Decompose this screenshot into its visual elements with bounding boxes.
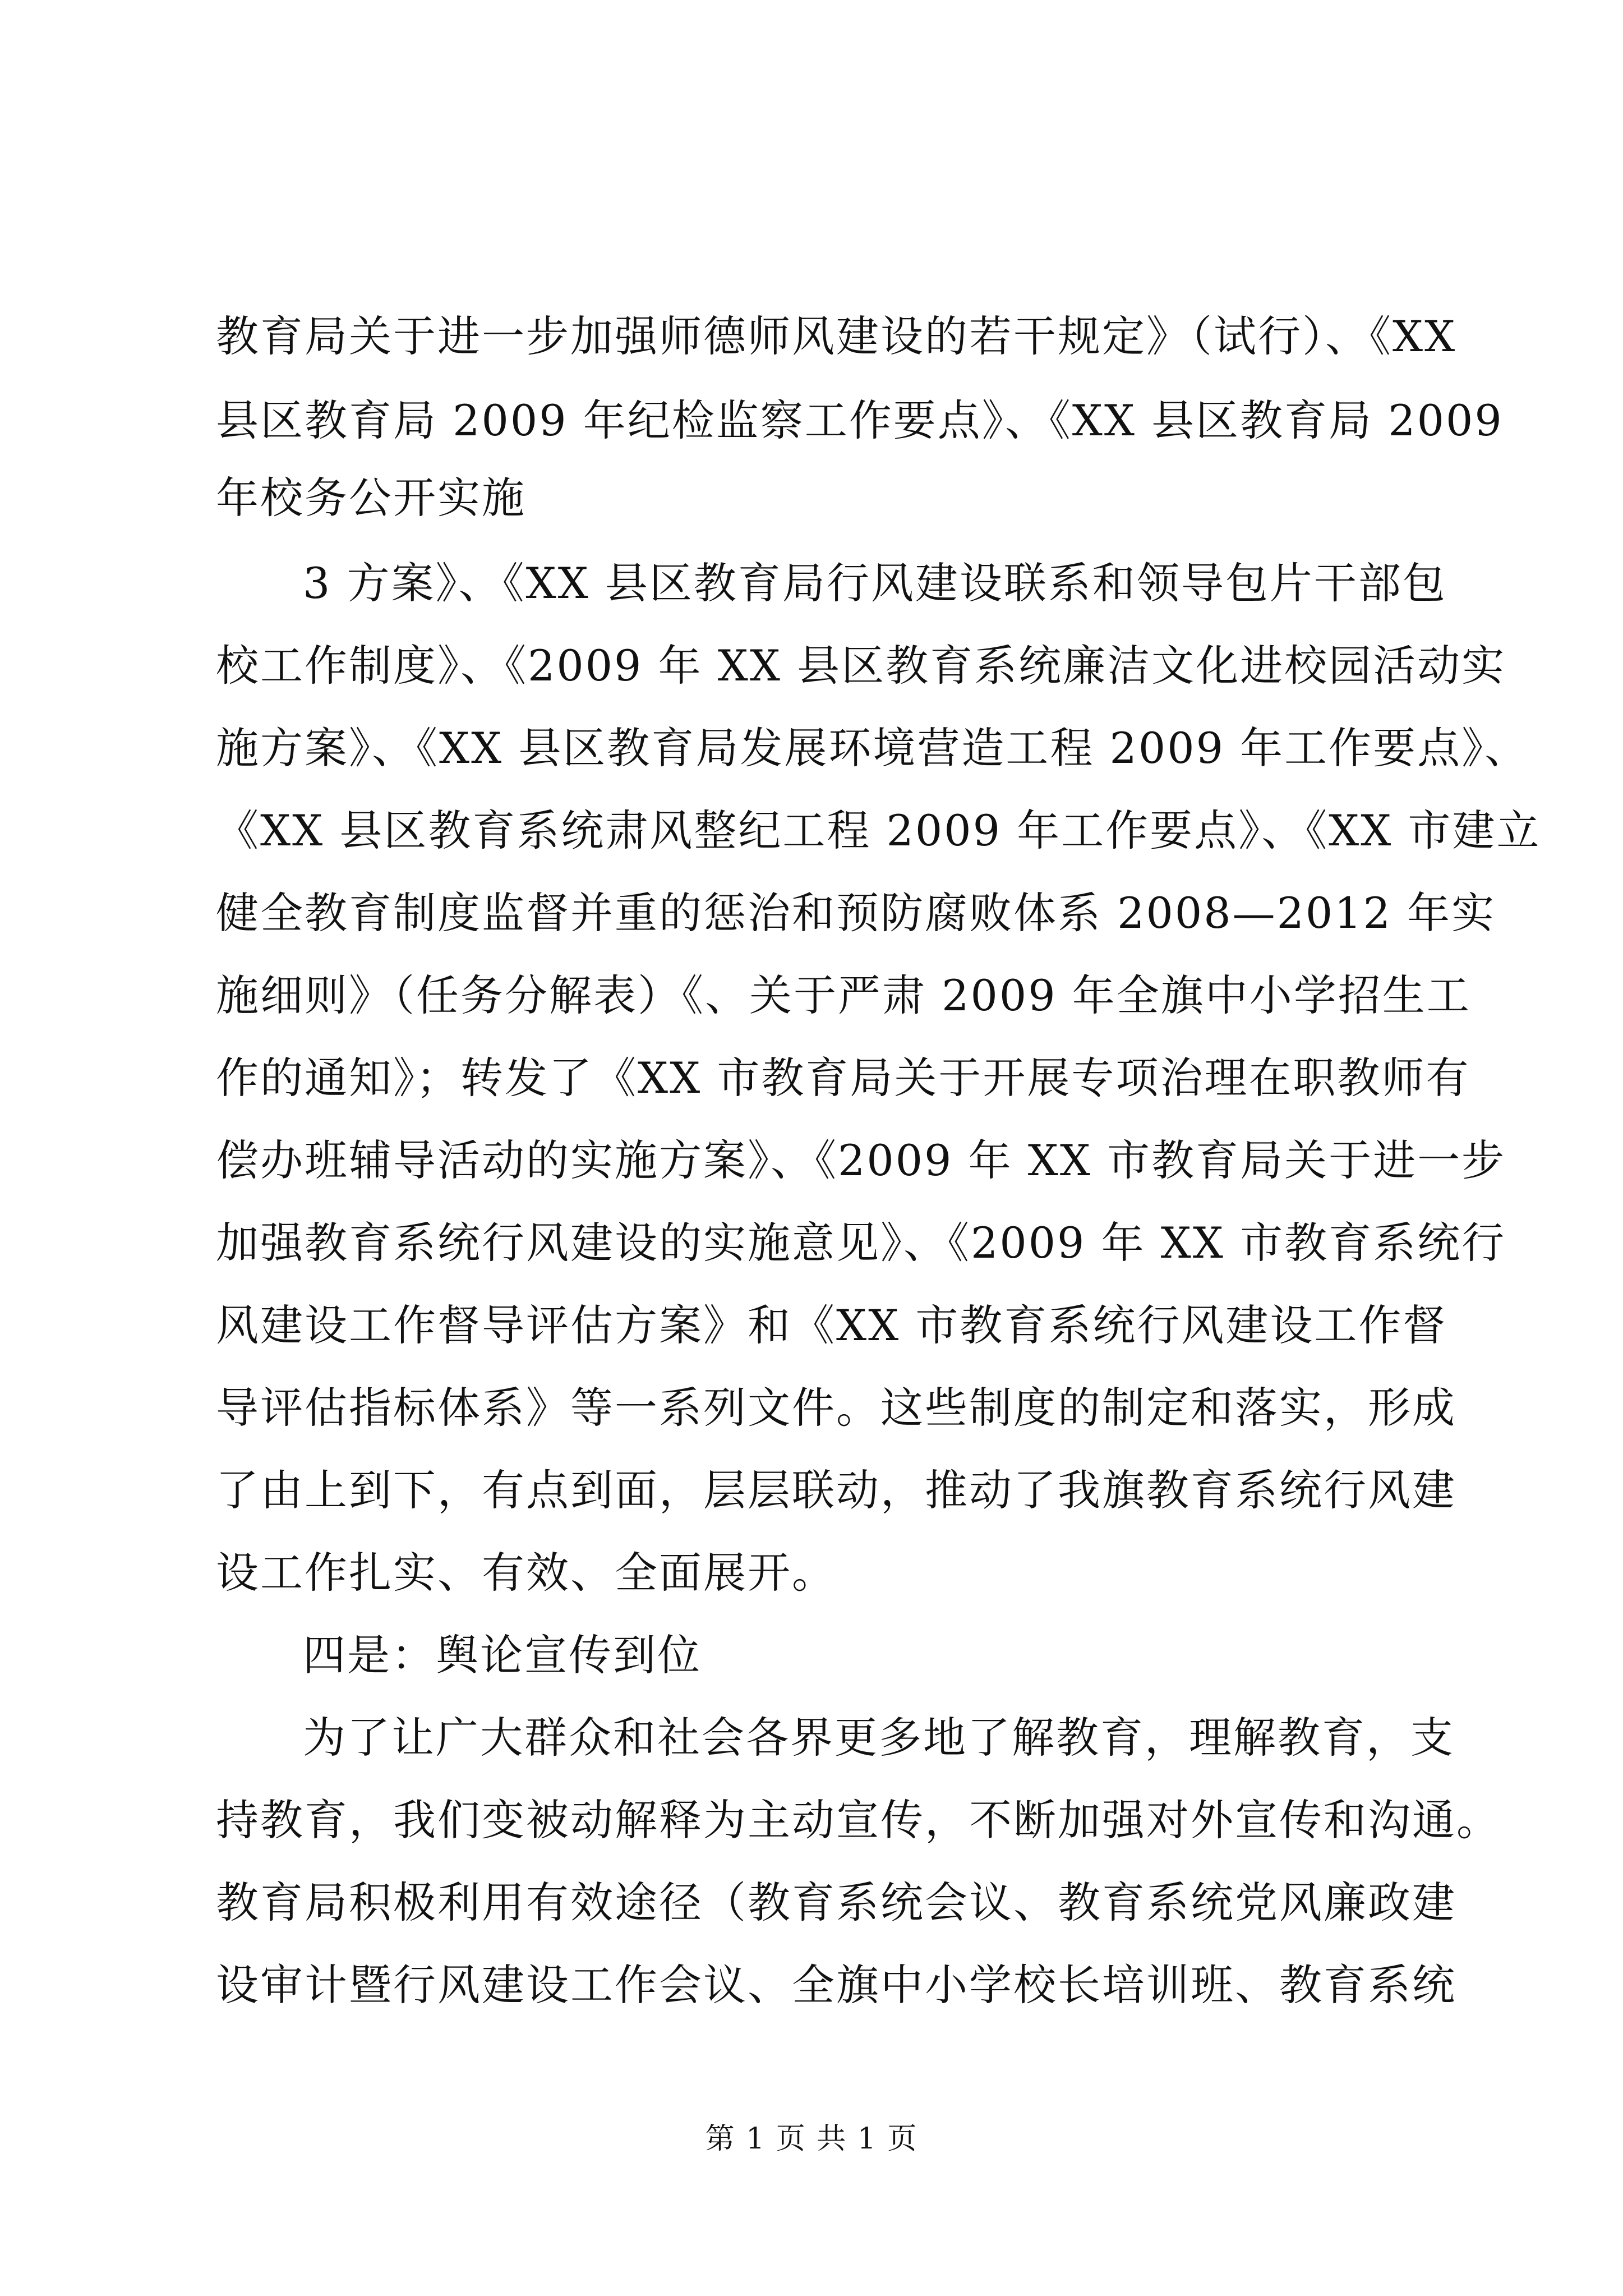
text-line: 年校务公开实施	[216, 473, 526, 523]
text-line: 持教育，我们变被动解释为主动宣传，不断加强对外宣传和沟通。	[216, 1795, 1501, 1845]
text-line: 县区教育局 2009 年纪检监察工作要点》、《XX 县区教育局 2009	[216, 395, 1504, 445]
text-line: 了由上到下，有点到面，层层联动，推动了我旗教育系统行风建	[216, 1465, 1456, 1515]
text-line: 健全教育制度监督并重的惩治和预防腐败体系 2008—2012 年实	[216, 888, 1496, 938]
text-line: 教育局积极利用有效途径（教育系统会议、教育系统党风廉政建	[216, 1878, 1456, 1927]
text-line: 施细则》（任务分解表）《、关于严肃 2009 年全旗中小学招生工	[216, 970, 1471, 1020]
text-line: 设工作扎实、有效、全面展开。	[216, 1548, 836, 1598]
text-line: 3 方案》、《XX 县区教育局行风建设联系和领导包片干部包	[303, 558, 1447, 608]
text-line: 作的通知》；转发了《XX 市教育局关于开展专项治理在职教师有	[216, 1053, 1470, 1103]
text-line: 导评估指标体系》等一系列文件。这些制度的制定和落实，形成	[216, 1383, 1456, 1433]
text-line: 《XX 县区教育系统肃风整纪工程 2009 年工作要点》、《XX 市建立	[216, 806, 1541, 855]
text-line: 校工作制度》、《2009 年 XX 县区教育系统廉洁文化进校园活动实	[216, 641, 1506, 691]
text-line: 风建设工作督导评估方案》和《XX 市教育系统行风建设工作督	[216, 1300, 1447, 1350]
text-line: 教育局关于进一步加强师德师风建设的若干规定》（试行）、《XX	[216, 311, 1457, 361]
section-heading: 四是：舆论宣传到位	[303, 1630, 702, 1680]
text-line: 偿办班辅导活动的实施方案》、《2009 年 XX 市教育局关于进一步	[216, 1135, 1506, 1185]
text-line: 施方案》、《XX 县区教育局发展环境营造工程 2009 年工作要点》、	[216, 723, 1529, 773]
page-number: 第 1 页 共 1 页	[705, 2122, 918, 2156]
text-line: 为了让广大群众和社会各界更多地了解教育，理解教育，支	[303, 1713, 1455, 1763]
text-line: 设审计暨行风建设工作会议、全旗中小学校长培训班、教育系统	[216, 1960, 1456, 2010]
text-line: 加强教育系统行风建设的实施意见》、《2009 年 XX 市教育系统行	[216, 1218, 1506, 1268]
